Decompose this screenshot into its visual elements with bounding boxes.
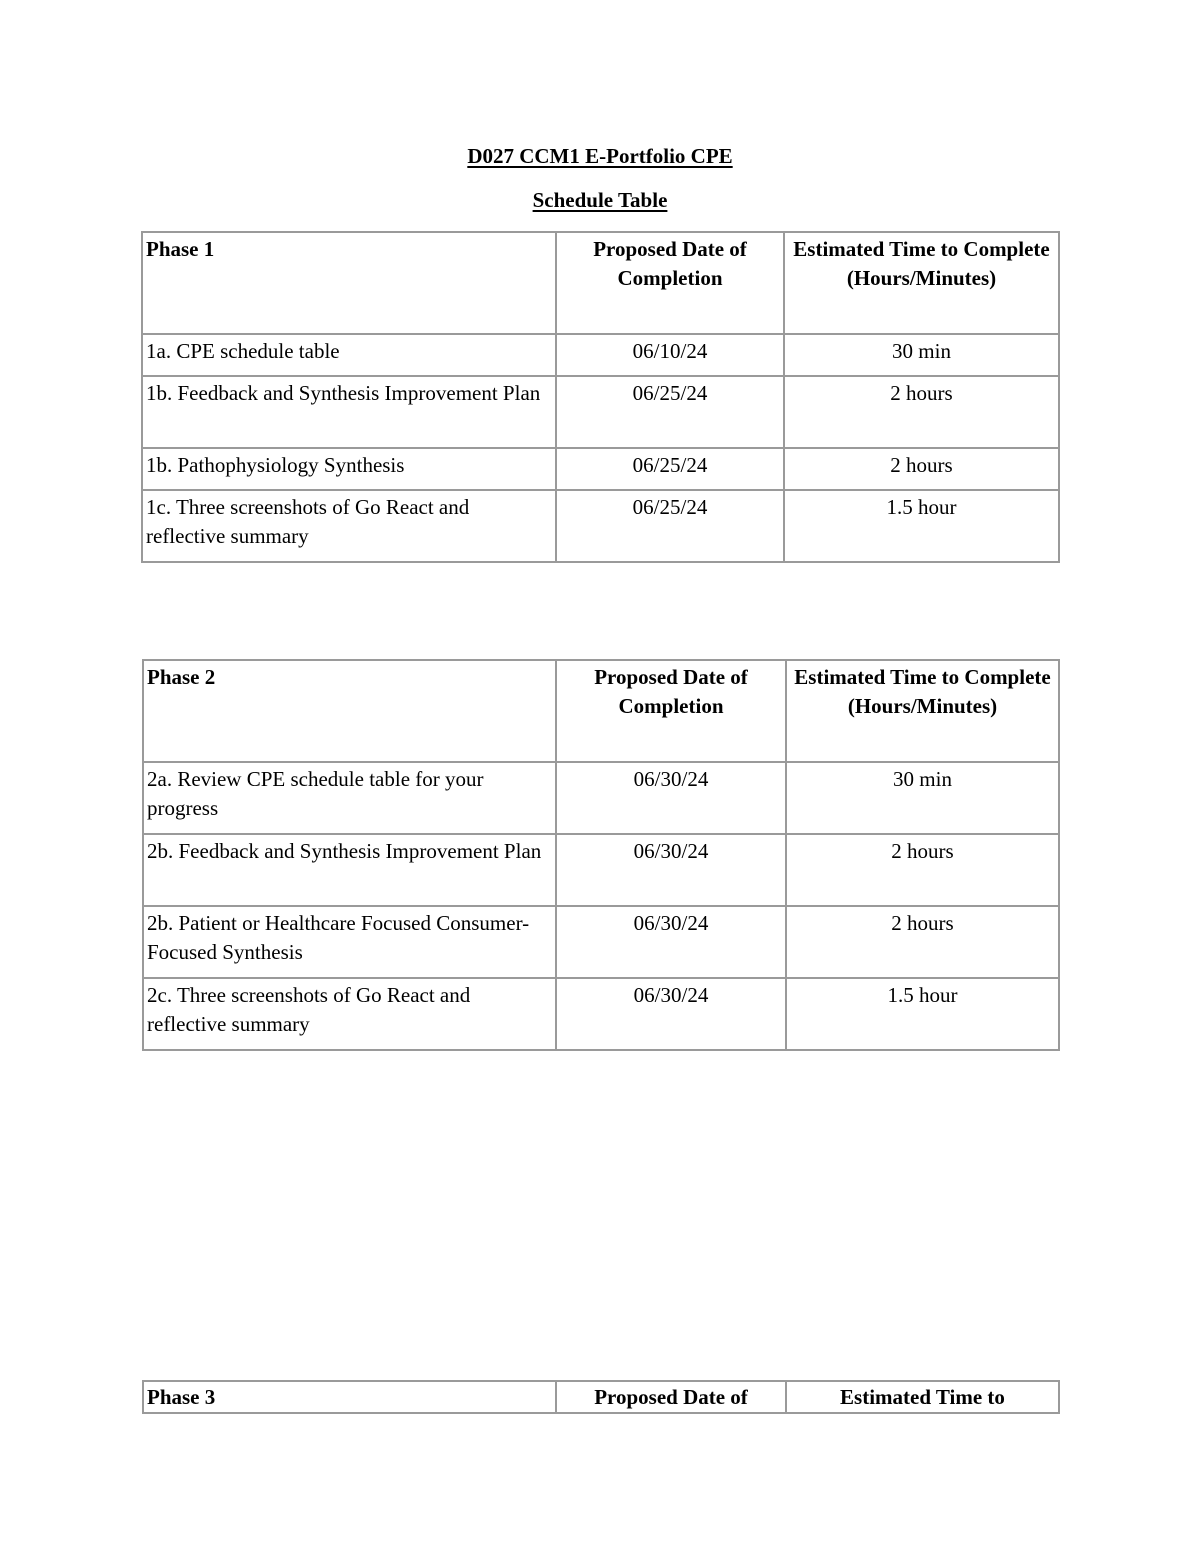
task-cell: 2a. Review CPE schedule table for your progress: [143, 762, 556, 834]
task-cell: 2b. Patient or Healthcare Focused Consumer-Focused Synthesis: [143, 906, 556, 978]
table-row: [143, 762, 1059, 834]
time-cell: 2 hours: [786, 834, 1059, 906]
date-header: Proposed Date of: [556, 1381, 786, 1413]
table-header-row: [143, 660, 1059, 762]
phase-header: Phase 1: [142, 232, 556, 334]
phase-2-table: [142, 659, 1060, 1051]
date-cell: 06/25/24: [556, 448, 784, 490]
date-header: Proposed Date of Completion: [556, 660, 786, 762]
task-cell: 1b. Feedback and Synthesis Improvement Plan: [142, 376, 556, 448]
time-cell: 1.5 hour: [784, 490, 1059, 562]
task-cell: 1c. Three screenshots of Go React and reflective summary: [142, 490, 556, 562]
date-cell: 06/30/24: [556, 978, 786, 1050]
task-cell: 1b. Pathophysiology Synthesis: [142, 448, 556, 490]
date-cell: 06/30/24: [556, 762, 786, 834]
time-cell: 2 hours: [784, 376, 1059, 448]
table-header-row: [142, 232, 1059, 334]
document-subtitle: Schedule Table: [532, 188, 668, 212]
table-row: [143, 906, 1059, 978]
table-row: [143, 978, 1059, 1050]
table-row: [142, 448, 1059, 490]
time-cell: 30 min: [784, 334, 1059, 376]
phase-header: Phase 3: [143, 1381, 556, 1413]
time-cell: 2 hours: [784, 448, 1059, 490]
time-cell: 2 hours: [786, 906, 1059, 978]
time-header: Estimated Time to Complete (Hours/Minutes): [786, 660, 1059, 762]
time-header: Estimated Time to Complete (Hours/Minutes): [784, 232, 1059, 334]
time-cell: 1.5 hour: [786, 978, 1059, 1050]
date-cell: 06/30/24: [556, 906, 786, 978]
table-row: [142, 376, 1059, 448]
table-row: [142, 334, 1059, 376]
phase-1-table: [141, 231, 1060, 563]
phase-3-table: [142, 1380, 1060, 1414]
task-cell: 2c. Three screenshots of Go React and reflective summary: [143, 978, 556, 1050]
phase-header: Phase 2: [143, 660, 556, 762]
time-header: Estimated Time to: [786, 1381, 1059, 1413]
task-cell: 1a. CPE schedule table: [142, 334, 556, 376]
time-cell: 30 min: [786, 762, 1059, 834]
table-header-row: [143, 1381, 1059, 1413]
date-cell: 06/25/24: [556, 490, 784, 562]
table-row: [142, 490, 1059, 562]
date-header: Proposed Date of Completion: [556, 232, 784, 334]
document-title: D027 CCM1 E-Portfolio CPE: [467, 144, 733, 168]
date-cell: 06/25/24: [556, 376, 784, 448]
task-cell: 2b. Feedback and Synthesis Improvement Plan: [143, 834, 556, 906]
date-cell: 06/30/24: [556, 834, 786, 906]
date-cell: 06/10/24: [556, 334, 784, 376]
table-row: [143, 834, 1059, 906]
